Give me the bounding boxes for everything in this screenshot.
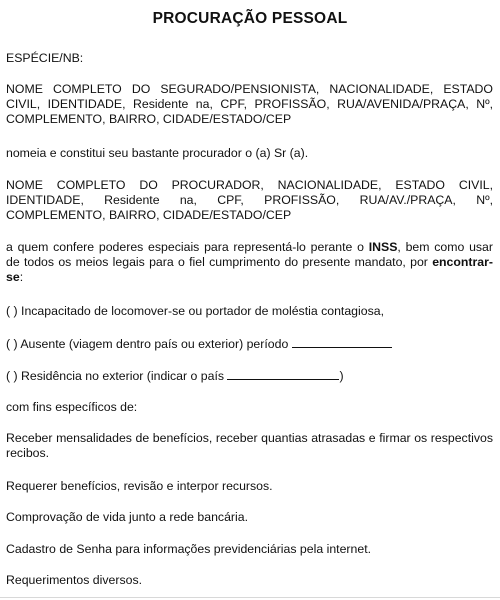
periodo-blank-line (292, 336, 392, 348)
fins-especificos-label: com fins específicos de: (6, 400, 138, 414)
option-incapacitado: ( ) Incapacitado de locomover-se ou portador de moléstia contagiosa, (6, 304, 384, 318)
poderes-paragraph (6, 240, 493, 285)
bottom-divider (0, 597, 500, 598)
poderes-colon: : (19, 270, 24, 284)
procurador-fields-paragraph: NOME COMPLETO DO PROCURADOR, NACIONALIDADE, ESTADO CIVIL, IDENTIDADE, Residente na, CPF, PROFISSÃO, RUA/AV./PRAÇA, Nº, COMPLEMENTO, BAIRRO, CIDADE/ESTADO/CEP (6, 178, 493, 222)
poderes-text-2: , bem como usar de todos os meios legais para o fiel cumprimento do presente mandato, por (6, 240, 493, 269)
poderes-text-1: a quem confere poderes especiais para representá-lo perante o (6, 240, 369, 254)
fim-beneficios: Requerer benefícios, revisão e interpor recursos. (6, 479, 273, 493)
fim-mensalidades: Receber mensalidades de benefícios, receber quantias atrasadas e firmar os respectivos recibos. (6, 431, 493, 460)
encontrar-se-emphasis: encontrar-se (6, 255, 493, 284)
option-residencia-close: ) (339, 369, 344, 383)
especie-label: ESPÉCIE/NB: (6, 51, 84, 65)
nomeia-paragraph: nomeia e constitui seu bastante procurador o (a) Sr (a). (6, 146, 309, 160)
option-residencia-label: ( ) Residência no exterior (indicar o país (6, 369, 225, 383)
fim-comprovacao: Comprovação de vida junto a rede bancária. (6, 510, 248, 524)
inss-emphasis: INSS (368, 240, 398, 254)
fim-requerimentos: Requerimentos diversos. (6, 573, 143, 587)
option-ausente (6, 336, 493, 352)
option-residencia (6, 368, 493, 384)
segurado-fields-paragraph: NOME COMPLETO DO SEGURADO/PENSIONISTA, NACIONALIDADE, ESTADO CIVIL, IDENTIDADE, Residente na, CPF, PROFISSÃO, RUA/AVENIDA/PRAÇA, Nº, COMPLEMENTO, BAIRRO, CIDADE/ESTADO/CEP (6, 82, 493, 126)
option-ausente-label: ( ) Ausente (viagem dentro país ou exterior) período (6, 337, 289, 351)
document-title: PROCURAÇÃO PESSOAL (152, 10, 348, 27)
fim-senha: Cadastro de Senha para informações previdenciárias pela internet. (6, 542, 372, 556)
pais-blank-line (227, 368, 339, 380)
